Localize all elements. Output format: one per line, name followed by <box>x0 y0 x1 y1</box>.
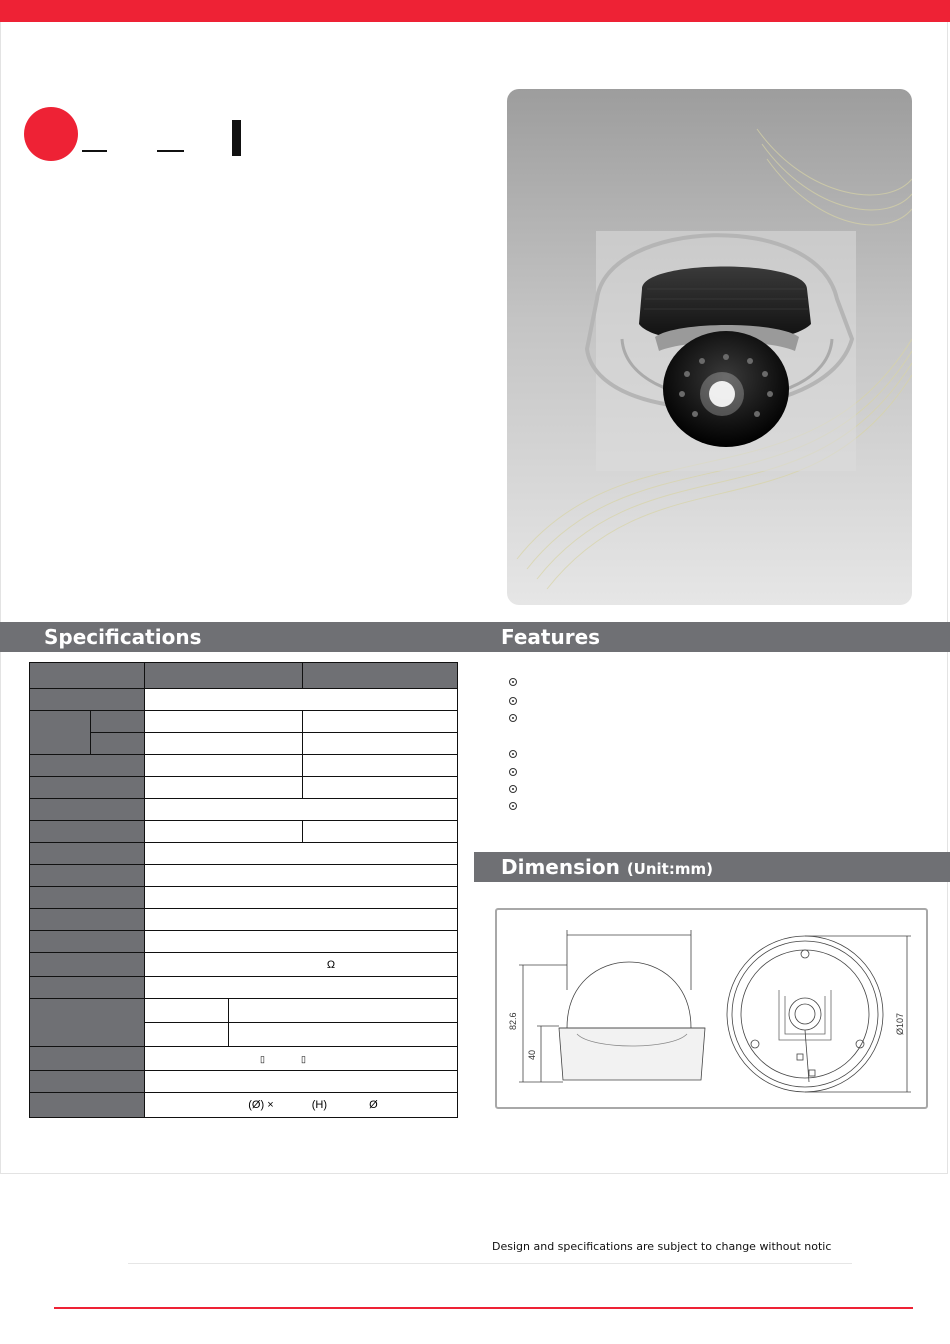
table-cell <box>303 777 458 799</box>
height-dimension-label: 82.6 <box>508 1012 518 1030</box>
dimension-unit: (Unit:mm) <box>626 860 713 878</box>
diameter-dimension-label: Ø107 <box>895 1012 905 1035</box>
dimension-header <box>474 852 950 882</box>
change-notice: Design and specifications are subject to change without notic <box>492 1240 832 1253</box>
logo-bar-mark <box>232 120 241 156</box>
table-row-label <box>30 799 145 821</box>
logo-underline-mark <box>157 150 184 152</box>
table-row-label <box>30 711 91 755</box>
table-cell <box>145 977 458 999</box>
specifications-header <box>0 622 474 652</box>
table-row-label <box>30 999 145 1047</box>
table-cell <box>303 821 458 843</box>
table-row-label <box>30 865 145 887</box>
table-row-sublabel <box>91 733 145 755</box>
dome-camera-illustration <box>507 89 912 605</box>
footer-divider <box>128 1263 852 1264</box>
brand-dot-icon <box>24 107 78 161</box>
table-cell <box>229 1023 458 1047</box>
table-cell <box>145 711 303 733</box>
table-cell <box>145 777 303 799</box>
base-height-label: 40 <box>527 1049 537 1060</box>
impedance-symbol: Ω <box>326 958 336 971</box>
table-row-label <box>30 887 145 909</box>
table-cell <box>145 865 458 887</box>
table-cell <box>145 1023 229 1047</box>
table-row-label <box>30 1047 145 1071</box>
table-cell <box>145 1047 458 1071</box>
table-row-label <box>30 821 145 843</box>
features-title: Features <box>501 625 601 649</box>
bottom-accent-line <box>54 1307 913 1309</box>
specifications-title: Specifications <box>44 625 202 649</box>
features-header <box>474 622 950 652</box>
table-header-cell <box>30 663 145 689</box>
diameter-symbol-2: Ø <box>369 1099 378 1111</box>
feature-bullet-icon <box>509 678 517 686</box>
dimensions-cell <box>145 1093 458 1118</box>
dimension-drawing-box <box>495 908 928 1109</box>
table-row-label <box>30 689 145 711</box>
table-row-label <box>30 777 145 799</box>
feature-bullet-icon <box>509 768 517 776</box>
top-accent-bar <box>0 0 950 22</box>
table-cell <box>145 733 303 755</box>
table-cell <box>145 843 458 865</box>
table-cell <box>145 887 458 909</box>
table-header-cell <box>145 663 303 689</box>
height-symbol: (H) <box>311 1099 328 1111</box>
table-cell <box>145 909 458 931</box>
table-cell <box>145 999 229 1023</box>
dimension-drawing <box>497 910 926 1107</box>
dimension-title: Dimension <box>501 855 620 879</box>
table-row-label <box>30 843 145 865</box>
table-cell <box>229 999 458 1023</box>
table-row-label <box>30 977 145 999</box>
table-cell <box>145 799 458 821</box>
table-row-label <box>30 1093 145 1118</box>
feature-bullet-icon <box>509 802 517 810</box>
table-cell <box>145 755 303 777</box>
table-row-label <box>30 1071 145 1093</box>
table-row-label <box>30 931 145 953</box>
product-hero-image <box>507 89 912 605</box>
table-cell <box>145 931 458 953</box>
table-row-label <box>30 755 145 777</box>
table-cell <box>303 755 458 777</box>
table-cell <box>303 711 458 733</box>
table-row-sublabel <box>91 711 145 733</box>
feature-bullet-icon <box>509 697 517 705</box>
diameter-symbol: (Ø) × <box>248 1099 274 1111</box>
table-header-cell <box>303 663 458 689</box>
table-row-label <box>30 953 145 977</box>
specifications-table <box>29 662 458 1118</box>
impedance-cell <box>145 953 458 977</box>
table-row-label <box>30 909 145 931</box>
table-cell <box>145 689 458 711</box>
table-cell <box>303 733 458 755</box>
table-cell <box>145 1071 458 1093</box>
logo-underline-mark <box>82 150 107 152</box>
feature-bullet-icon <box>509 750 517 758</box>
placeholder-glyphs: ▯▯ <box>260 1053 342 1064</box>
feature-bullet-icon <box>509 785 517 793</box>
feature-bullet-icon <box>509 714 517 722</box>
table-cell <box>145 821 303 843</box>
